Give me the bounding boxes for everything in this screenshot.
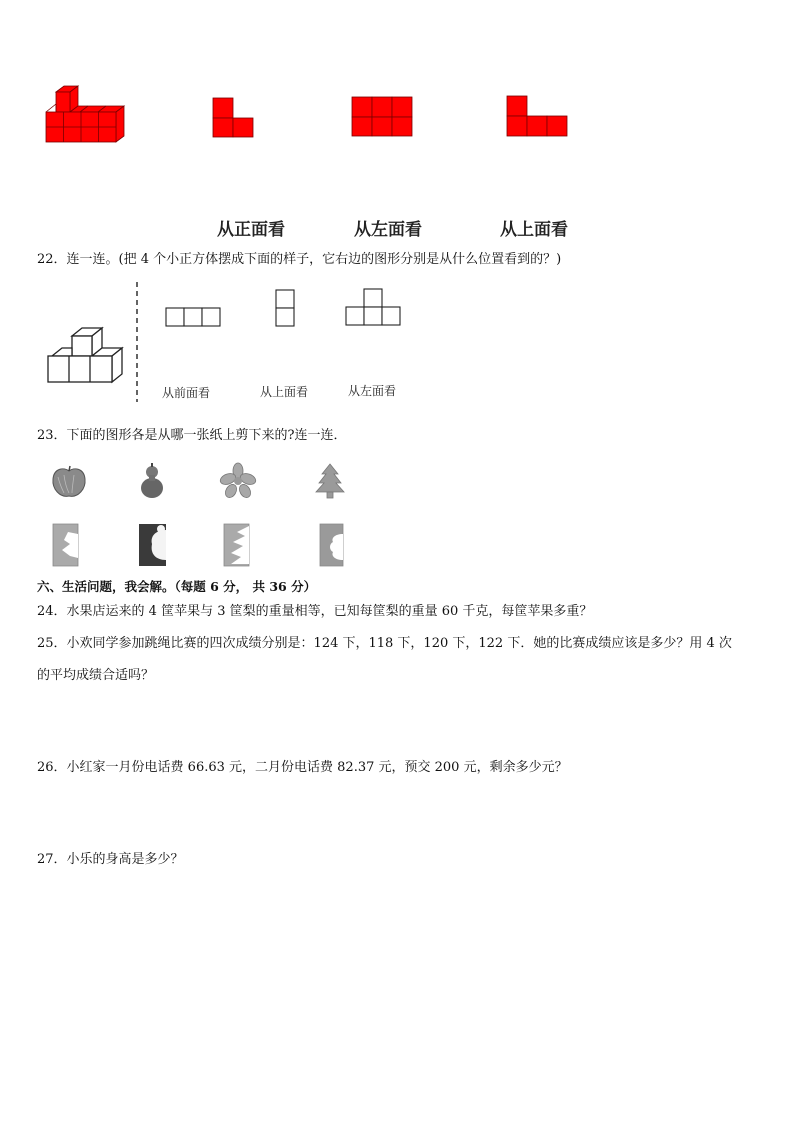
view-shape-column-of-two	[275, 289, 297, 329]
paper-cut-4-icon	[317, 522, 347, 568]
question-26: 26．小红家一月份电话费 66.63 元，二月份电话费 82.37 元，预交 200 元，剩余多少元？	[37, 760, 568, 775]
question-22: 22．连一连。(把 4 个小正方体摆成下面的样子，它右边的图形分别是从什么位置看到的？)	[37, 252, 562, 267]
view-shape-row-of-three	[165, 307, 223, 329]
front-view-shape	[212, 97, 256, 139]
paper-cut-3-icon	[221, 522, 253, 568]
question-27: 27．小乐的身高是多少？	[37, 852, 184, 867]
label-front-view: 从正面看	[217, 220, 285, 240]
label-left-view: 从左面看	[354, 220, 422, 240]
question-25-line-2: 的平均成绩合适吗？	[37, 668, 155, 683]
section-6-heading: 六、生活问题，我会解。（每题 6 分， 共 36 分）	[37, 579, 317, 594]
question-25-line-1: 25．小欢同学参加跳绳比赛的四次成绩分别是：124 下，118 下，120 下，122 下．她的比赛成绩应该是多少？用 4 次	[37, 636, 732, 651]
top-view-shape	[506, 95, 570, 139]
tree-shape-icon	[313, 463, 347, 499]
left-view-shape	[351, 96, 415, 138]
apple-shape-icon	[50, 465, 88, 499]
label-from-left: 从左面看	[348, 384, 397, 398]
cube-stack-outline	[44, 326, 126, 386]
paper-cut-1-icon	[50, 522, 82, 568]
paper-cut-2-icon	[136, 522, 170, 568]
label-top-view: 从上面看	[500, 220, 568, 240]
flower-shape-icon	[219, 463, 257, 499]
question-23: 23．下面的图形各是从哪一张纸上剪下来的?连一连．	[37, 428, 347, 443]
question-24: 24．水果店运来的 4 筐苹果与 3 筐梨的重量相等，已知每筐梨的重量 60 千克，每筐苹果多重？	[37, 604, 593, 619]
dashed-divider	[135, 282, 139, 402]
cube-stack-3d	[44, 84, 128, 146]
gourd-shape-icon	[137, 463, 167, 499]
label-from-front: 从前面看	[162, 386, 211, 400]
label-from-top: 从上面看	[260, 385, 309, 399]
view-shape-t-form	[345, 288, 405, 328]
